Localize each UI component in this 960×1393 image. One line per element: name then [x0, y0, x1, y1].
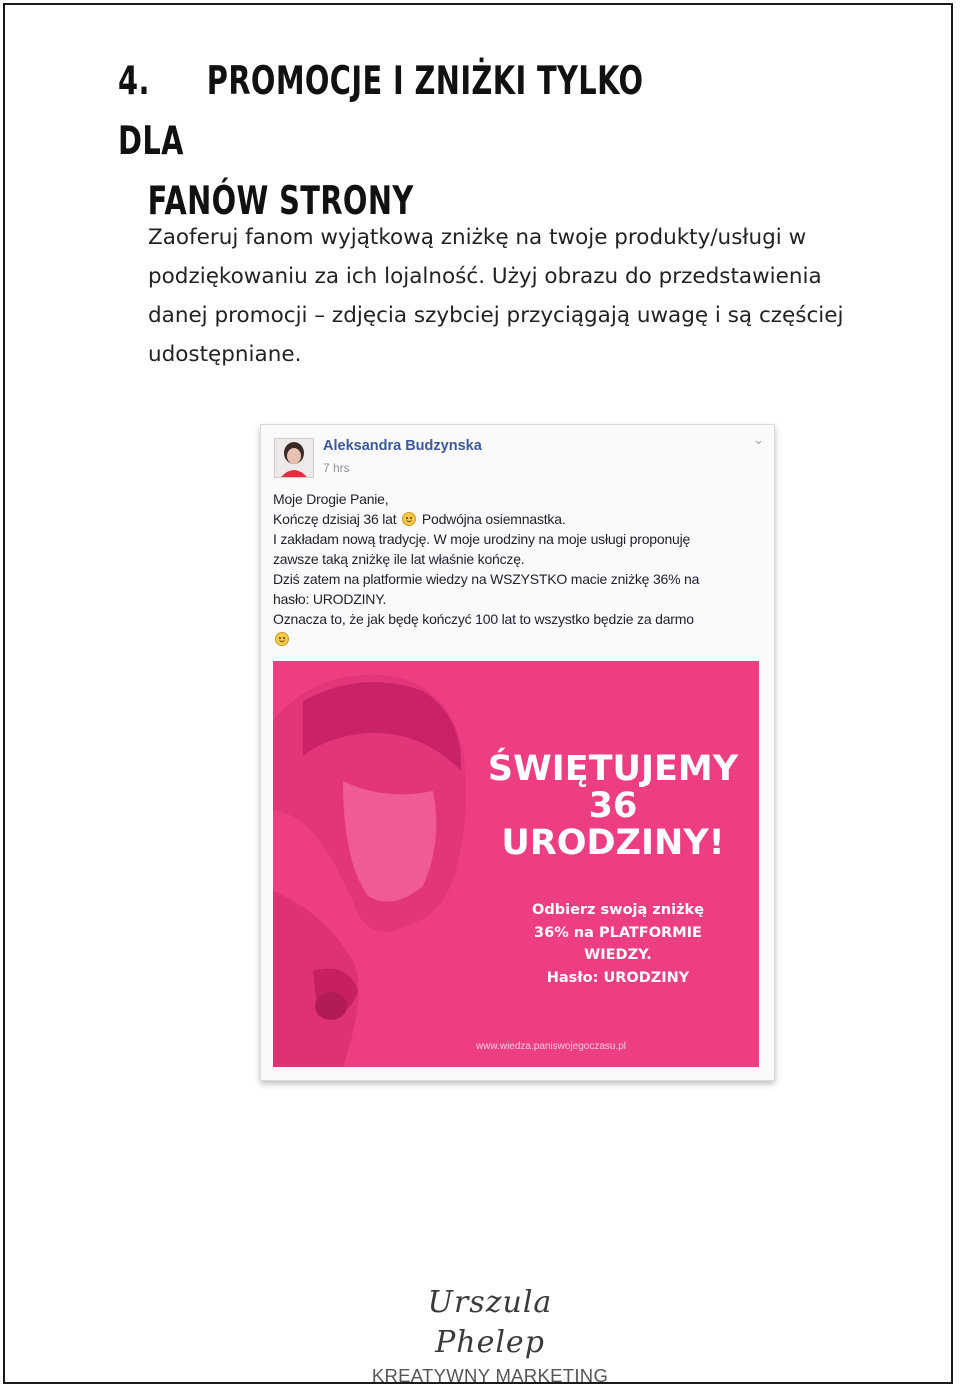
- post-line: I zakładam nową tradycję. W moje urodziny na moje usługi proponuję: [273, 531, 691, 547]
- section-heading: [118, 52, 680, 232]
- smile-emoji-icon: [402, 512, 416, 526]
- post-line: [273, 629, 763, 649]
- chevron-down-icon[interactable]: ⌄: [753, 433, 764, 448]
- section-title-line2: FANÓW STRONY: [147, 179, 414, 224]
- post-line: Kończę dzisiaj 36 lat Podwójna osiemnastka.: [273, 511, 566, 527]
- promo-url: www.wiedza.paniswojegoczasu.pl: [475, 1041, 627, 1052]
- post-author[interactable]: Aleksandra Budzynska: [323, 438, 482, 454]
- avatar-portrait: [275, 439, 313, 477]
- avatar: [274, 438, 314, 478]
- promo-headline: ŚWIĘTUJEMY 36 URODZINY!: [487, 749, 739, 863]
- promo-image[interactable]: [273, 661, 759, 1067]
- brand-logo: [370, 1283, 610, 1387]
- section-title-line1: PROMOCJE I ZNIŻKI TYLKO DLA: [118, 59, 644, 164]
- facebook-post-screenshot: [260, 424, 775, 1081]
- promo-subtext: Odbierz swoją zniżkę 36% na PLATFORMIE WIEDZY. Hasło: URODZINY: [532, 902, 704, 986]
- logo-script: Urszula Phelep: [427, 1285, 553, 1360]
- post-line: zawsze taką zniżkę ile lat właśnie kończę.: [273, 551, 525, 567]
- post-line: Oznacza to, że jak będę kończyć 100 lat to wszystko będzie za darmo: [273, 611, 694, 627]
- post-line: hasło: URODZINY.: [273, 591, 387, 607]
- post-line: Moje Drogie Panie,: [273, 491, 389, 507]
- smile-emoji-icon: [275, 632, 289, 646]
- intro-paragraph: Zaoferuj fanom wyjątkową zniżkę na twoje produkty/usługi w podziękowaniu za ich lojalność. Użyj obrazu do przedstawienia danej promocji – zdjęcia szybciej przyciągają uwagę i są częściej udostępniane.: [148, 225, 844, 367]
- post-line: Dziś zatem na platformie wiedzy na WSZYSTKO macie zniżkę 36% na: [273, 571, 700, 587]
- post-time[interactable]: 7 hrs: [323, 461, 350, 475]
- woman-portrait-image: [273, 661, 759, 1067]
- post-text: [273, 489, 763, 649]
- section-number: 4.: [118, 59, 150, 104]
- logo-subtitle: KREATYWNY MARKETING: [371, 1365, 609, 1386]
